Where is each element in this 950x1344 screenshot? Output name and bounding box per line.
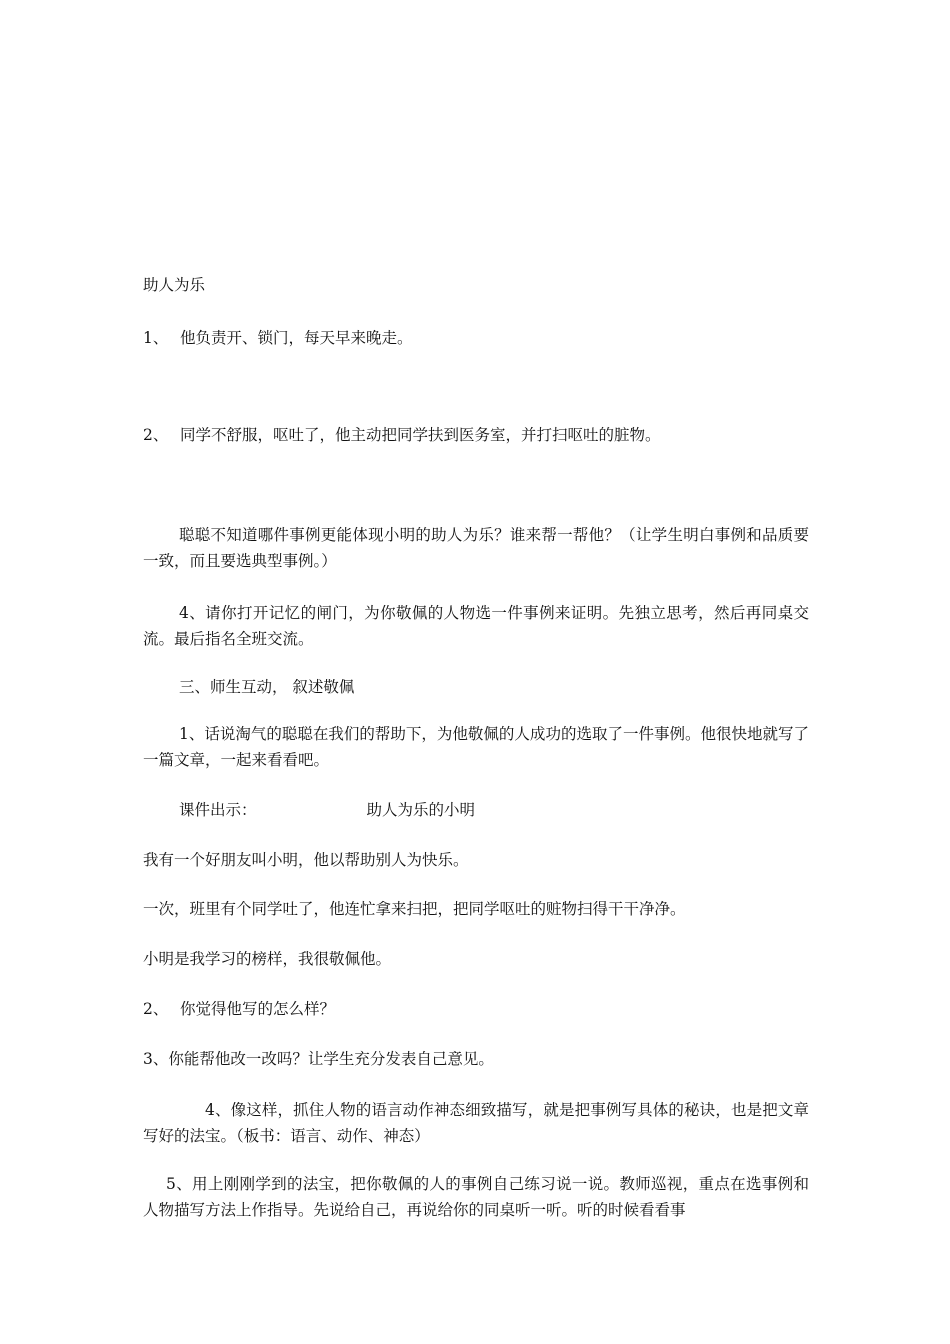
question-3: 3、你能帮他改一改吗？让学生充分发表自己意见。 [143,1050,494,1068]
essay-line-3: 小明是我学习的榜样，我很敬佩他。 [143,950,392,968]
courseware-title: 助人为乐的小明 [366,801,476,819]
courseware-label: 课件出示： [179,801,257,819]
question-2 [143,997,808,1021]
question-text: 你觉得他写的怎么样？ [180,1000,336,1018]
essay-line-1: 我有一个好朋友叫小明，他以帮助别人为快乐。 [143,851,469,869]
heading-title: 助人为乐 [143,276,206,294]
list-item-number: 2、 [143,426,169,444]
list-item-number: 1、 [143,329,169,347]
courseware-line [179,798,844,822]
paragraph-section-step-4: 4、像这样，抓住人物的语言动作神态细致描写，就是把事例写具体的秘诀，也是把文章写好的法宝。（板书：语言、动作、神态） [143,1101,809,1145]
section-heading-3: 三、师生互动， 叙述敬佩 [179,678,355,696]
essay-line-2: 一次，班里有个同学吐了，他连忙拿来扫把，把同学呕吐的赃物扫得干干净净。 [143,900,686,918]
list-item-2 [143,423,808,447]
paragraph-congcong: 聪聪不知道哪件事例更能体现小明的助人为乐？谁来帮一帮他？（让学生明白事例和品质要一致，而且要选典型事例。） [143,526,809,570]
list-item-text: 他负责开、锁门，每天早来晚走。 [180,329,413,347]
paragraph-section-step-1: 1、话说淘气的聪聪在我们的帮助下，为他敬佩的人成功的选取了一件事例。他很快地就写了一篇文章，一起来看看吧。 [143,725,809,769]
list-item-1 [143,326,808,350]
paragraph-step-4: 4、请你打开记忆的闸门，为你敬佩的人物选一件事例来证明。先独立思考，然后再同桌交流。最后指名全班交流。 [143,604,809,648]
list-item-text: 同学不舒服，呕吐了，他主动把同学扶到医务室，并打扫呕吐的脏物。 [180,426,661,444]
question-number: 2、 [143,1000,169,1018]
paragraph-section-step-5: 5、用上刚刚学到的法宝，把你敬佩的人的事例自己练习说一说。教师巡视，重点在选事例和人物描写方法上作指导。先说给自己，再说给你的同桌听一听。听的时候看看事 [143,1175,809,1219]
